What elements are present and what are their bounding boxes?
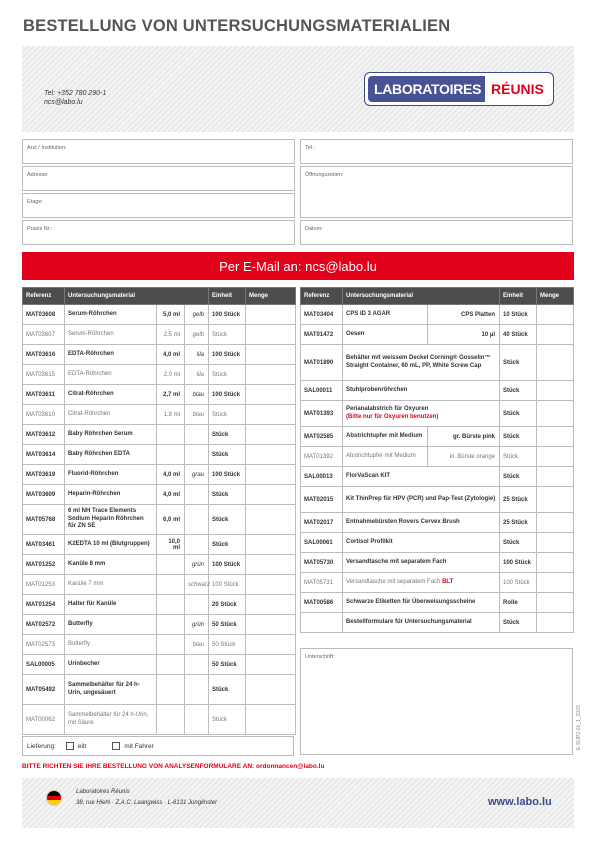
ref-cell: MAT01254 xyxy=(23,595,65,615)
ref-cell: MAT00586 xyxy=(301,593,343,613)
unit-cell: 50 Stück xyxy=(209,635,246,655)
unit-cell: 20 Stück xyxy=(209,595,246,615)
quantity-input[interactable] xyxy=(246,425,296,445)
material-name-cell xyxy=(343,427,428,447)
unit-cell: Stück xyxy=(500,467,537,487)
size-cell xyxy=(157,595,185,615)
unit-cell: 25 Stück xyxy=(500,487,537,513)
material-name-cell xyxy=(343,553,500,573)
ref-cell: MAT05731 xyxy=(301,573,343,593)
unit-cell: 40 Stück xyxy=(500,325,537,345)
material-name: Schwarze Etiketten für Überweisungsscheine xyxy=(346,598,476,605)
material-name: FlorVaScan KIT xyxy=(346,472,391,479)
size-cell xyxy=(157,445,185,465)
practice-number-field[interactable]: Praxis Nr.: xyxy=(22,220,295,245)
table-row xyxy=(23,655,296,675)
unit-cell: 25 Stück xyxy=(500,513,537,533)
unit-cell: Stück xyxy=(209,505,246,535)
quantity-input[interactable] xyxy=(246,535,296,555)
quantity-input[interactable] xyxy=(246,325,296,345)
ref-cell: MAT05492 xyxy=(23,675,65,705)
quantity-input[interactable] xyxy=(246,575,296,595)
material-name: Oesen xyxy=(346,330,365,337)
material-name-cell xyxy=(343,401,500,427)
size-cell: 2,5 ml xyxy=(157,325,185,345)
variant-cell: kl. Bürste orange xyxy=(428,447,500,467)
color-cell xyxy=(185,595,209,615)
quantity-input[interactable] xyxy=(537,593,574,613)
material-name-cell xyxy=(343,447,428,467)
ref-cell: MAT03608 xyxy=(23,305,65,325)
material-name-cell xyxy=(343,345,500,381)
table-row xyxy=(23,635,296,655)
material-name-cell: Butterfly xyxy=(65,615,157,635)
col-header-qty: Menge xyxy=(537,288,574,305)
delivery-options xyxy=(22,736,294,756)
material-name-cell: EDTA-Röhrchen xyxy=(65,345,157,365)
unit-cell: Stück xyxy=(209,325,246,345)
variant-cell: CPS Platten xyxy=(428,305,500,325)
quantity-input[interactable] xyxy=(246,555,296,575)
material-name-cell: Halter für Kanüle xyxy=(65,595,157,615)
doctor-field[interactable]: Arzt / Institution: xyxy=(22,139,295,164)
color-cell xyxy=(185,425,209,445)
quantity-input[interactable] xyxy=(537,427,574,447)
address-field[interactable]: Adresse: xyxy=(22,166,295,191)
quantity-input[interactable] xyxy=(537,381,574,401)
opening-hours-field[interactable]: Öffnungszeiten: xyxy=(300,166,573,218)
table-row xyxy=(23,615,296,635)
quantity-input[interactable] xyxy=(537,553,574,573)
table-row xyxy=(23,445,296,465)
material-name: Abstrichtupfer mit Medium xyxy=(346,432,423,439)
col-header-ref: Referenz xyxy=(23,288,65,305)
phone-field[interactable]: Tel.: xyxy=(300,139,573,164)
material-name-cell: Baby Röhrchen Serum xyxy=(65,425,157,445)
quantity-input[interactable] xyxy=(246,345,296,365)
table-row xyxy=(301,593,574,613)
german-flag-icon xyxy=(46,790,62,806)
signature-field[interactable]: Unterschrift: xyxy=(300,648,573,755)
quantity-input[interactable] xyxy=(537,447,574,467)
date-field[interactable]: Datum: xyxy=(300,220,573,245)
material-name-cell xyxy=(343,613,500,633)
ref-cell: MAT03612 xyxy=(23,425,65,445)
material-name-cell xyxy=(343,381,500,401)
table-row xyxy=(23,425,296,445)
unit-cell: Stück xyxy=(500,533,537,553)
size-cell xyxy=(157,615,185,635)
quantity-input[interactable] xyxy=(537,513,574,533)
size-cell xyxy=(157,555,185,575)
unit-cell: Stück xyxy=(209,425,246,445)
material-name-cell: Sammelbehälter für 24 h-Urin, ungesäuert xyxy=(65,675,157,705)
material-name-cell xyxy=(343,487,500,513)
ref-cell: MAT01392 xyxy=(301,447,343,467)
ref-cell: MAT02572 xyxy=(23,615,65,635)
quantity-input[interactable] xyxy=(246,405,296,425)
ref-cell: MAT05730 xyxy=(301,553,343,573)
urgent-label: eilt xyxy=(77,742,87,750)
quantity-input[interactable] xyxy=(537,325,574,345)
ref-cell: MAT01393 xyxy=(301,401,343,427)
material-name-cell: Baby Röhrchen EDTA xyxy=(65,445,157,465)
color-cell xyxy=(185,705,209,735)
size-cell: 10,0 ml xyxy=(157,535,185,555)
ref-cell: MAT02573 xyxy=(23,635,65,655)
color-cell: blau xyxy=(185,385,209,405)
material-name-cell: Heparin-Röhrchen xyxy=(65,485,157,505)
material-name: Abstrichtupfer mit Medium xyxy=(346,452,416,459)
color-cell xyxy=(185,505,209,535)
ref-cell: MAT00062 xyxy=(23,705,65,735)
footer-address: 38, rue Hiehl · Z.A.C. Laangwiss · L-6131 Junglinster xyxy=(76,800,218,806)
material-name-cell: EDTA-Röhrchen xyxy=(65,365,157,385)
color-cell xyxy=(185,535,209,555)
material-name: Versandtasche mit separatem Fach xyxy=(346,558,447,565)
highlight-text: BLT xyxy=(442,578,454,585)
col-header-unit: Einheit xyxy=(209,288,246,305)
table-row xyxy=(301,305,574,325)
ref-cell: MAT03611 xyxy=(23,385,65,405)
ref-cell: MAT03461 xyxy=(23,535,65,555)
col-header-qty: Menge xyxy=(246,288,296,305)
ref-cell: MAT02585 xyxy=(301,427,343,447)
ref-cell: MAT02015 xyxy=(301,487,343,513)
size-cell: 2,7 ml xyxy=(157,385,185,405)
unit-cell: Stück xyxy=(209,675,246,705)
ref-cell: MAT03615 xyxy=(23,365,65,385)
unit-cell: 100 Stück xyxy=(209,305,246,325)
size-cell xyxy=(157,575,185,595)
driver-label: mit Fahrer xyxy=(124,742,154,750)
col-header-material: Untersuchungsmaterial xyxy=(343,288,500,305)
table-row xyxy=(301,613,574,633)
material-name: Kit ThinPrep für HPV (PCR) und Pap-Test (Zytologie) xyxy=(346,495,496,502)
size-cell: 5,0 ml xyxy=(157,305,185,325)
unit-cell: Stück xyxy=(500,401,537,427)
quantity-input[interactable] xyxy=(246,595,296,615)
material-name-cell xyxy=(343,305,428,325)
variant-cell: gr. Bürste pink xyxy=(428,427,500,447)
unit-cell: Stück xyxy=(500,345,537,381)
unit-cell: Stück xyxy=(209,705,246,735)
quantity-input[interactable] xyxy=(537,573,574,593)
material-name-cell: Citrat-Röhrchen xyxy=(65,385,157,405)
floor-field[interactable]: Etage: xyxy=(22,193,295,218)
material-name-cell: K2EDTA 10 ml (Blutgruppen) xyxy=(65,535,157,555)
size-cell xyxy=(157,705,185,735)
unit-cell: Stück xyxy=(500,613,537,633)
unit-cell: 100 Stück xyxy=(209,385,246,405)
color-cell: grün xyxy=(185,555,209,575)
material-name-cell xyxy=(343,593,500,613)
size-cell: 4,0 ml xyxy=(157,465,185,485)
table-row xyxy=(23,325,296,345)
material-name-cell xyxy=(343,573,500,593)
contact-email: ncs@labo.lu xyxy=(44,99,83,106)
table-row xyxy=(23,405,296,425)
unit-cell: Rolle xyxy=(500,593,537,613)
material-name: Behälter mit weissem Deckel Corning® Gosselin™ Straight Container, 60 mL, PP, White Screw Cap xyxy=(346,354,491,369)
email-banner: Per E-Mail an: ncs@labo.lu xyxy=(22,252,574,280)
size-cell: 4,0 ml xyxy=(157,485,185,505)
col-header-ref: Referenz xyxy=(301,288,343,305)
material-name: Entnahmebürsten Rovers Cervex Brush xyxy=(346,518,460,525)
quantity-input[interactable] xyxy=(246,365,296,385)
delivery-label: Lieferung: xyxy=(27,742,56,750)
quantity-input[interactable] xyxy=(246,305,296,325)
unit-cell: Stück xyxy=(209,445,246,465)
color-cell xyxy=(185,445,209,465)
unit-cell: 100 Stück xyxy=(500,573,537,593)
table-row xyxy=(23,575,296,595)
size-cell xyxy=(157,635,185,655)
unit-cell: 100 Stück xyxy=(209,555,246,575)
unit-cell: Stück xyxy=(209,485,246,505)
table-row xyxy=(301,533,574,553)
material-name-cell: Kanüle 7 mm xyxy=(65,575,157,595)
quantity-input[interactable] xyxy=(246,705,296,735)
size-cell: 2,0 ml xyxy=(157,365,185,385)
left-material-table xyxy=(22,287,296,735)
size-cell xyxy=(157,425,185,445)
quantity-input[interactable] xyxy=(246,385,296,405)
color-cell xyxy=(185,675,209,705)
quantity-input[interactable] xyxy=(537,401,574,427)
material-name: Bestellformulare für Untersuchungsmaterial xyxy=(346,618,472,625)
ref-cell: SAL00013 xyxy=(301,467,343,487)
ref-cell: SAL00011 xyxy=(301,381,343,401)
unit-cell: Stück xyxy=(500,427,537,447)
table-row xyxy=(301,447,574,467)
ref-cell: MAT03619 xyxy=(23,465,65,485)
table-row xyxy=(23,485,296,505)
material-name-cell: Butterfly xyxy=(65,635,157,655)
size-cell: 4,0 ml xyxy=(157,345,185,365)
table-row xyxy=(23,595,296,615)
table-row xyxy=(301,467,574,487)
table-row xyxy=(301,401,574,427)
material-name: Perianalabstrich für Oxyuren xyxy=(346,405,429,412)
quantity-input[interactable] xyxy=(537,613,574,633)
unit-cell: Stück xyxy=(209,535,246,555)
size-cell xyxy=(157,655,185,675)
ref-cell: MAT03609 xyxy=(23,485,65,505)
quantity-input[interactable] xyxy=(246,655,296,675)
material-name-cell: Kanüle 8 mm xyxy=(65,555,157,575)
material-name-cell: Serum-Röhrchen xyxy=(65,305,157,325)
table-row xyxy=(301,345,574,381)
unit-cell: 100 Stück xyxy=(209,575,246,595)
size-cell: 6,0 ml xyxy=(157,505,185,535)
quantity-input[interactable] xyxy=(246,485,296,505)
material-name-cell xyxy=(343,325,428,345)
unit-cell: 10 Stück xyxy=(500,305,537,325)
quantity-input[interactable] xyxy=(537,533,574,553)
material-name-cell xyxy=(343,513,500,533)
table-row xyxy=(23,465,296,485)
material-name: Stuhlprobenröhrchen xyxy=(346,386,408,393)
color-cell: grün xyxy=(185,615,209,635)
unit-cell: Stück xyxy=(209,365,246,385)
contact-phone: Tel: +352 780 290-1 xyxy=(44,90,107,97)
page-title: BESTELLUNG VON UNTERSUCHUNGSMATERIALIEN xyxy=(23,17,451,35)
table-row xyxy=(301,381,574,401)
table-row xyxy=(301,573,574,593)
col-header-unit: Einheit xyxy=(500,288,537,305)
order-notice: BITTE RICHTEN SIE IHRE BESTELLUNG VON ANALYSENFORMULARE AN: ordonnancen@labo.lu xyxy=(22,763,325,770)
table-row xyxy=(301,325,574,345)
ref-cell: MAT01890 xyxy=(301,345,343,381)
material-name-cell: Urinbecher xyxy=(65,655,157,675)
driver-checkbox[interactable] xyxy=(112,742,120,750)
table-row xyxy=(23,505,296,535)
color-cell: gelb xyxy=(185,325,209,345)
quantity-input[interactable] xyxy=(537,467,574,487)
color-cell: lila xyxy=(185,365,209,385)
material-name-cell: Citrat-Röhrchen xyxy=(65,405,157,425)
material-name-cell: Serum-Röhrchen xyxy=(65,325,157,345)
urgent-checkbox[interactable] xyxy=(66,742,74,750)
logo-text-left: LABORATOIRES xyxy=(374,81,482,97)
ref-cell: MAT01253 xyxy=(23,575,65,595)
material-name-cell xyxy=(343,533,500,553)
table-row xyxy=(301,513,574,533)
table-row xyxy=(23,385,296,405)
quantity-input[interactable] xyxy=(246,465,296,485)
table-row xyxy=(23,305,296,325)
unit-cell: 100 Stück xyxy=(500,553,537,573)
ref-cell: MAT03616 xyxy=(23,345,65,365)
flag-stripe-gold xyxy=(47,800,61,805)
quantity-input[interactable] xyxy=(246,675,296,705)
ref-cell: MAT01472 xyxy=(301,325,343,345)
ref-cell: MAT03404 xyxy=(301,305,343,325)
size-cell xyxy=(157,675,185,705)
color-cell: gelb xyxy=(185,305,209,325)
unit-cell: Stück xyxy=(500,381,537,401)
quantity-input[interactable] xyxy=(537,487,574,513)
table-row xyxy=(23,555,296,575)
unit-cell: Stück xyxy=(209,405,246,425)
color-cell: schwarz xyxy=(185,575,209,595)
color-cell: blau xyxy=(185,405,209,425)
quantity-input[interactable] xyxy=(246,635,296,655)
color-cell xyxy=(185,655,209,675)
unit-cell: Stück xyxy=(500,447,537,467)
material-name: Cortisol Profilkit xyxy=(346,538,393,545)
table-row xyxy=(301,553,574,573)
table-row xyxy=(23,345,296,365)
ref-cell: SAL00005 xyxy=(23,655,65,675)
website-link[interactable]: www.labo.lu xyxy=(488,796,552,808)
ref-cell: MAT03614 xyxy=(23,445,65,465)
col-header-material: Untersuchungsmaterial xyxy=(65,288,209,305)
unit-cell: 50 Stück xyxy=(209,655,246,675)
right-material-table xyxy=(300,287,574,633)
ref-cell: MAT05768 xyxy=(23,505,65,535)
table-row xyxy=(301,487,574,513)
color-cell: grau xyxy=(185,465,209,485)
material-name-cell: 6 ml NH Trace Elements Sodium Heparin Röhrchen für ZN SE xyxy=(65,505,157,535)
quantity-input[interactable] xyxy=(537,305,574,325)
unit-cell: 100 Stück xyxy=(209,465,246,485)
material-name-cell xyxy=(343,467,500,487)
logo-text-right: RÉUNIS xyxy=(485,76,550,102)
ref-cell: SAL00061 xyxy=(301,533,343,553)
footer-company: Laboratoires Réunis xyxy=(76,789,130,795)
unit-cell: 50 Stück xyxy=(209,615,246,635)
table-row xyxy=(301,427,574,447)
quantity-input[interactable] xyxy=(246,615,296,635)
variant-cell: 10 µl xyxy=(428,325,500,345)
color-cell: blau xyxy=(185,635,209,655)
unit-cell: 100 Stück xyxy=(209,345,246,365)
ref-cell: MAT03610 xyxy=(23,405,65,425)
quantity-input[interactable] xyxy=(246,445,296,465)
quantity-input[interactable] xyxy=(246,505,296,535)
ref-cell: MAT03607 xyxy=(23,325,65,345)
ref-cell: MAT01252 xyxy=(23,555,65,575)
material-name-cell: Sammelbehälter für 24 h-Urin, mit Säure xyxy=(65,705,157,735)
table-row xyxy=(23,675,296,705)
material-name-cell: Fluorid-Röhrchen xyxy=(65,465,157,485)
ref-cell xyxy=(301,613,343,633)
table-row xyxy=(23,535,296,555)
quantity-input[interactable] xyxy=(537,345,574,381)
material-name: Versandtasche mit separatem Fach xyxy=(346,578,441,585)
material-name: CPS ID 3 AGAR xyxy=(346,310,391,317)
color-cell: lila xyxy=(185,345,209,365)
ref-cell: MAT02017 xyxy=(301,513,343,533)
table-row xyxy=(23,365,296,385)
company-logo xyxy=(364,72,554,106)
warning-text: (Bitte nur für Oxyuren benutzen) xyxy=(346,413,439,420)
color-cell xyxy=(185,485,209,505)
size-cell: 1,8 ml xyxy=(157,405,185,425)
document-code: E-SUP2-01_1_2023 xyxy=(576,705,582,750)
table-row xyxy=(23,705,296,735)
